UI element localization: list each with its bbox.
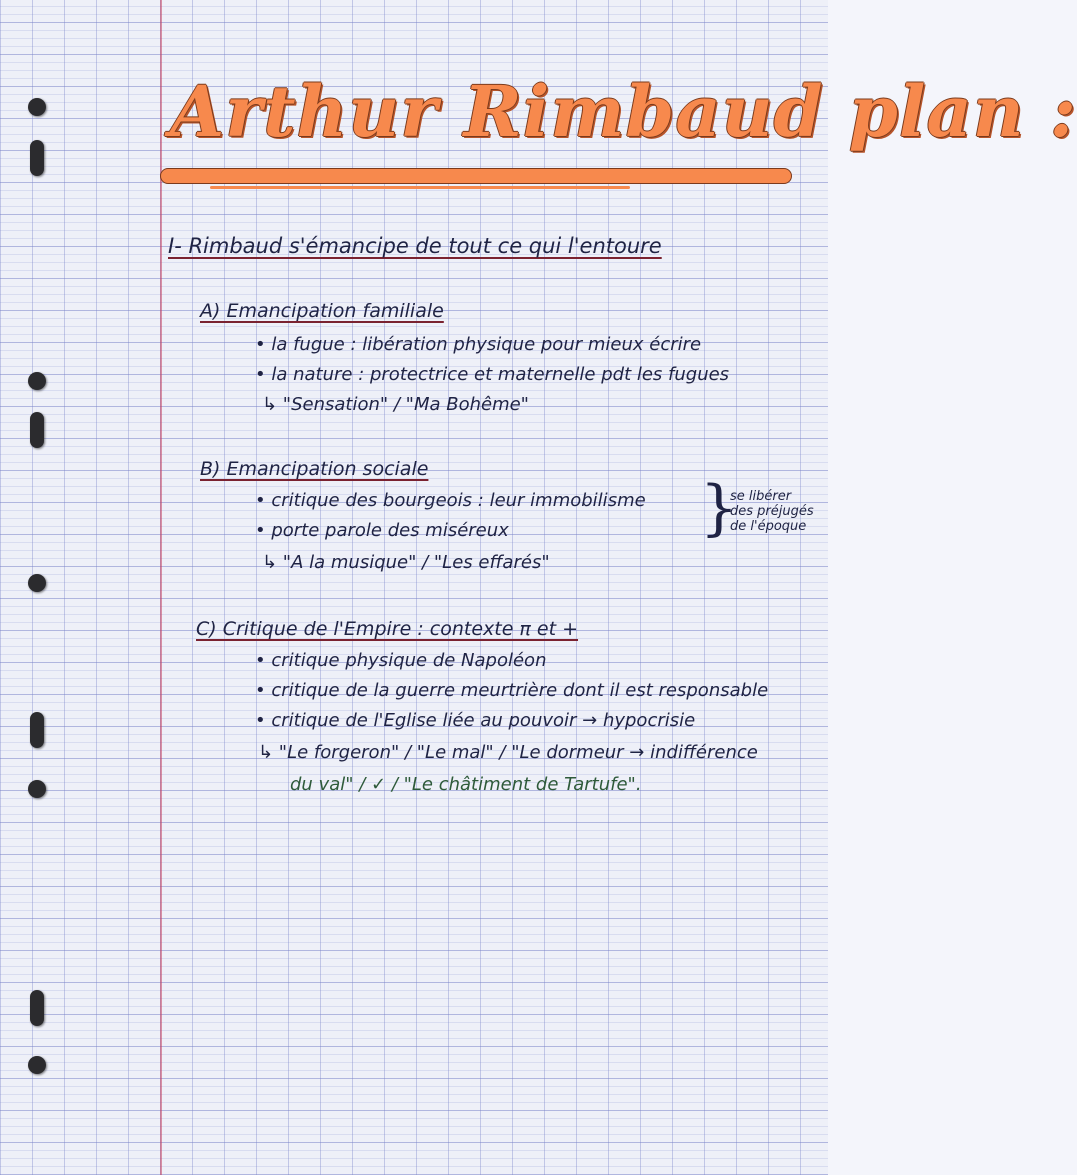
binder-hole	[30, 712, 44, 748]
title-block	[150, 62, 1077, 212]
list-item: • porte parole des miséreux	[255, 520, 509, 541]
brace-note: de l'époque	[730, 519, 807, 534]
binder-hole	[30, 990, 44, 1026]
list-item: • critique de la guerre meurtrière dont il est responsable	[255, 680, 769, 701]
binder-hole	[30, 140, 44, 176]
reference-item: ↳ "A la musique" / "Les effarés"	[262, 552, 550, 573]
reference-item: ↳ "Sensation" / "Ma Bohême"	[262, 394, 529, 415]
binder-hole	[28, 780, 46, 798]
binder-hole	[30, 412, 44, 448]
list-item: • critique de l'Eglise liée au pouvoir → hypocrisie	[255, 710, 696, 731]
section-heading-b: B) Emancipation sociale	[200, 458, 429, 480]
binder-hole	[28, 372, 46, 390]
list-item: • critique physique de Napoléon	[255, 650, 547, 671]
brace-icon: }	[700, 473, 739, 543]
section-heading-c: C) Critique de l'Empire : contexte π et +	[196, 618, 579, 640]
reference-item: du val" / ✓ / "Le châtiment de Tartufe".	[290, 774, 642, 795]
binder-hole	[28, 574, 46, 592]
title-underline-thin	[210, 186, 630, 189]
binder-hole	[28, 1056, 46, 1074]
reference-item: ↳ "Le forgeron" / "Le mal" / "Le dormeur → indifférence	[258, 742, 758, 763]
list-item: • la fugue : libération physique pour mieux écrire	[255, 334, 702, 355]
brace-note: se libérer	[730, 489, 792, 504]
section-heading-a: A) Emancipation familiale	[200, 300, 444, 322]
list-item: • la nature : protectrice et maternelle pdt les fugues	[255, 364, 730, 385]
binder-holes	[22, 0, 52, 1175]
list-item: • critique des bourgeois : leur immobilisme	[255, 490, 646, 511]
title-underline	[160, 168, 792, 184]
part-heading: I- Rimbaud s'émancipe de tout ce qui l'entoure	[168, 234, 662, 258]
binder-hole	[28, 98, 46, 116]
brace-note: des préjugés	[730, 504, 814, 519]
page-title: Arthur Rimbaud plan :	[170, 70, 1077, 153]
